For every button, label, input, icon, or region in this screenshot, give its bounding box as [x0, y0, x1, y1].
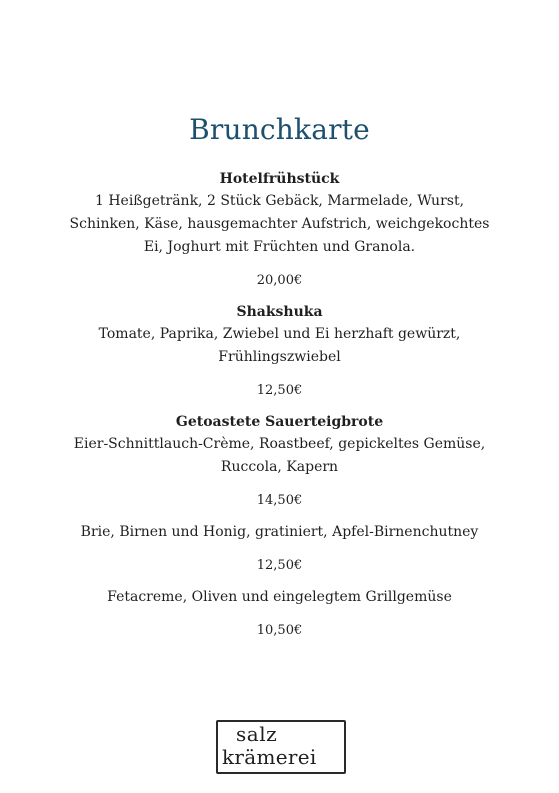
menu-item-shakshuka — [0, 301, 559, 401]
menu-item-description: 1 Heißgetränk, 2 Stück Gebäck, Marmelade, Wurst, Schinken, Käse, hausgemachter Aufstrich, weichgekochtes Ei, Joghurt mit Früchten und Granola. — [69, 193, 490, 255]
menu-item-name: Shakshuka — [236, 304, 323, 320]
salzkraemerei-logo — [216, 720, 346, 774]
menu-item-description: Brie, Birnen und Honig, gratiniert, Apfel-Birnenchutney — [80, 524, 479, 540]
menu-item-hotelfruehstueck — [0, 168, 559, 291]
menu-title: Brunchkarte — [189, 113, 370, 146]
menu-item-fetacreme — [0, 586, 559, 641]
menu-item-price: 12,50€ — [256, 383, 303, 398]
menu-item-price: 20,00€ — [256, 273, 303, 288]
menu-item-description: Fetacreme, Oliven und eingelegtem Grillgemüse — [107, 589, 452, 605]
menu-item-price: 12,50€ — [256, 558, 303, 573]
logo-text-line1: salz — [236, 722, 278, 746]
menu-item-price: 14,50€ — [256, 493, 303, 508]
menu-item-name: Hotelfrühstück — [219, 171, 340, 187]
menu-item-price: 10,50€ — [256, 623, 303, 638]
menu-content — [0, 110, 559, 651]
menu-item-sauerteigbrote — [0, 411, 559, 511]
menu-item-name: Getoastete Sauerteigbrote — [175, 414, 384, 430]
logo-text-line2: krämerei — [222, 745, 317, 769]
menu-item-description: Eier-Schnittlauch-Crème, Roastbeef, gepickeltes Gemüse, Ruccola, Kapern — [73, 436, 486, 475]
menu-item-brie — [0, 521, 559, 576]
menu-item-description: Tomate, Paprika, Zwiebel und Ei herzhaft gewürzt, Frühlingszwiebel — [98, 326, 461, 365]
